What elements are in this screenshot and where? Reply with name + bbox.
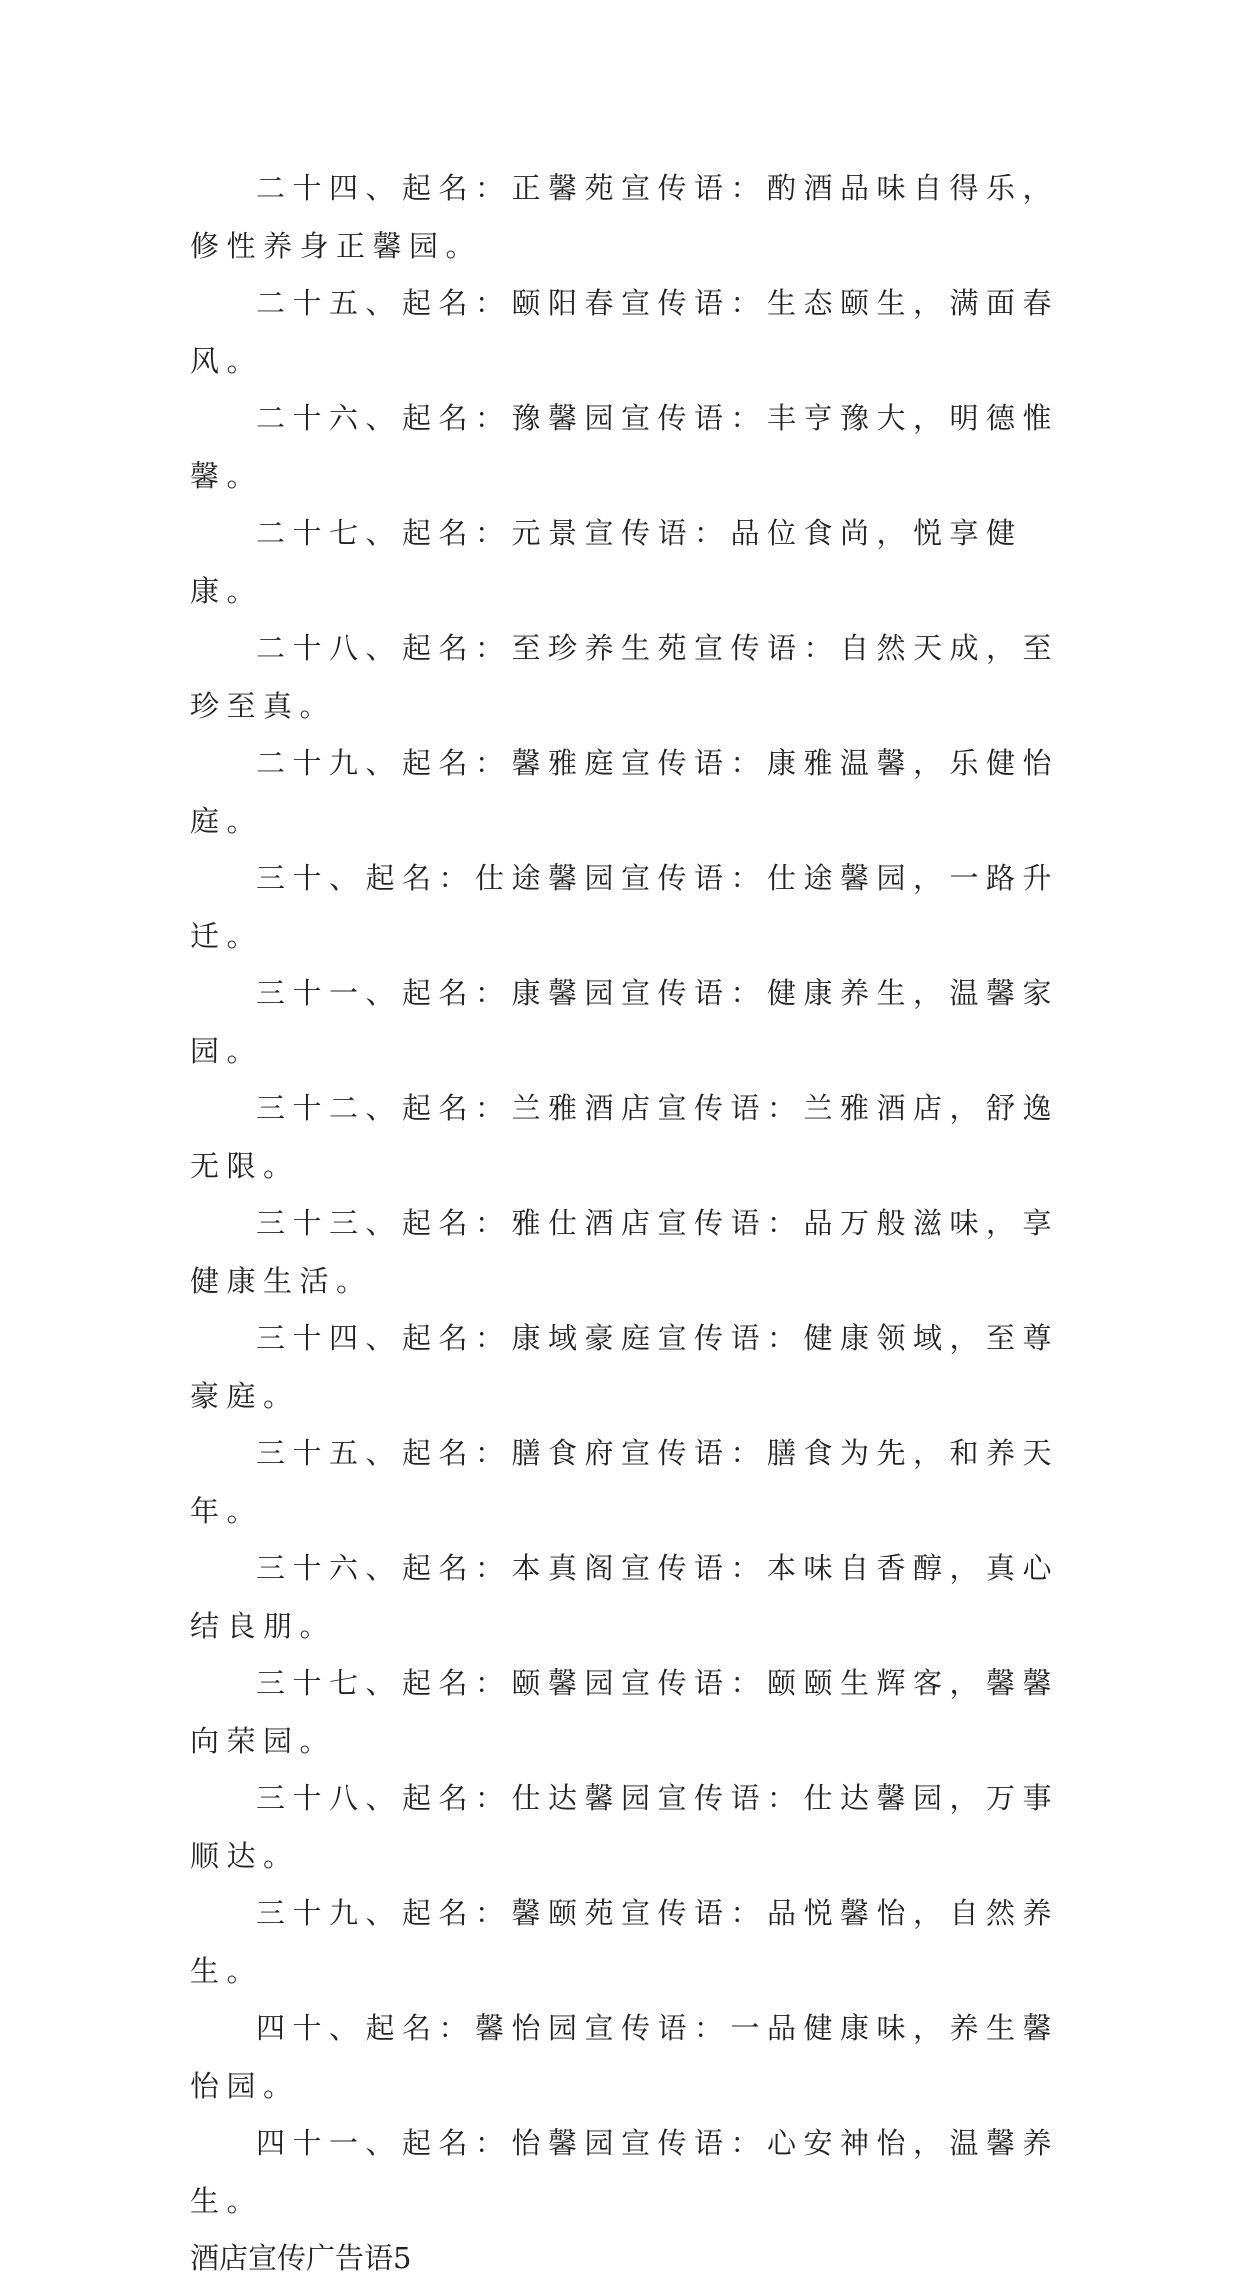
- paragraph-25: 二十五、起名：颐阳春宣传语：生态颐生，满面春风。: [190, 286, 1060, 378]
- paragraph-27: 二十七、起名：元景宣传语：品位食尚，悦享健康。: [190, 516, 1023, 608]
- paragraph-41: 四十一、起名：怡馨园宣传语：心安神怡，温馨养生。: [190, 2126, 1060, 2218]
- paragraph-30: 三十、起名：仕途馨园宣传语：仕途馨园，一路升迁。: [190, 861, 1060, 953]
- paragraph-29: 二十九、起名：馨雅庭宣传语：康雅温馨，乐健怡庭。: [190, 746, 1060, 838]
- paragraph-26: 二十六、起名：豫馨园宣传语：丰亨豫大，明德惟馨。: [190, 401, 1060, 493]
- paragraph-36: 三十六、起名：本真阁宣传语：本味自香醇，真心结良朋。: [190, 1551, 1060, 1643]
- paragraph-31: 三十一、起名：康馨园宣传语：健康养生，温馨家园。: [190, 976, 1060, 1068]
- paragraph-28: 二十八、起名：至珍养生苑宣传语：自然天成，至珍至真。: [190, 631, 1060, 723]
- paragraph-40: 四十、起名：馨怡园宣传语：一品健康味，养生馨怡园。: [190, 2011, 1060, 2103]
- paragraph-38: 三十八、起名：仕达馨园宣传语：仕达馨园，万事顺达。: [190, 1781, 1060, 1873]
- document-body: [190, 160, 1070, 2288]
- section-heading: 酒店宣传广告语5: [190, 2241, 412, 2275]
- paragraph-37: 三十七、起名：颐馨园宣传语：颐颐生辉客，馨馨向荣园。: [190, 1666, 1060, 1758]
- paragraph-39: 三十九、起名：馨颐苑宣传语：品悦馨怡，自然养生。: [190, 1896, 1060, 1988]
- paragraph-33: 三十三、起名：雅仕酒店宣传语：品万般滋味，享健康生活。: [190, 1206, 1060, 1298]
- paragraph-32: 三十二、起名：兰雅酒店宣传语：兰雅酒店，舒逸无限。: [190, 1091, 1060, 1183]
- paragraph-24: 二十四、起名：正馨苑宣传语：酌酒品味自得乐，修性养身正馨园。: [190, 171, 1060, 263]
- paragraph-34: 三十四、起名：康域豪庭宣传语：健康领域，至尊豪庭。: [190, 1321, 1060, 1413]
- paragraph-35: 三十五、起名：膳食府宣传语：膳食为先，和养天年。: [190, 1436, 1060, 1528]
